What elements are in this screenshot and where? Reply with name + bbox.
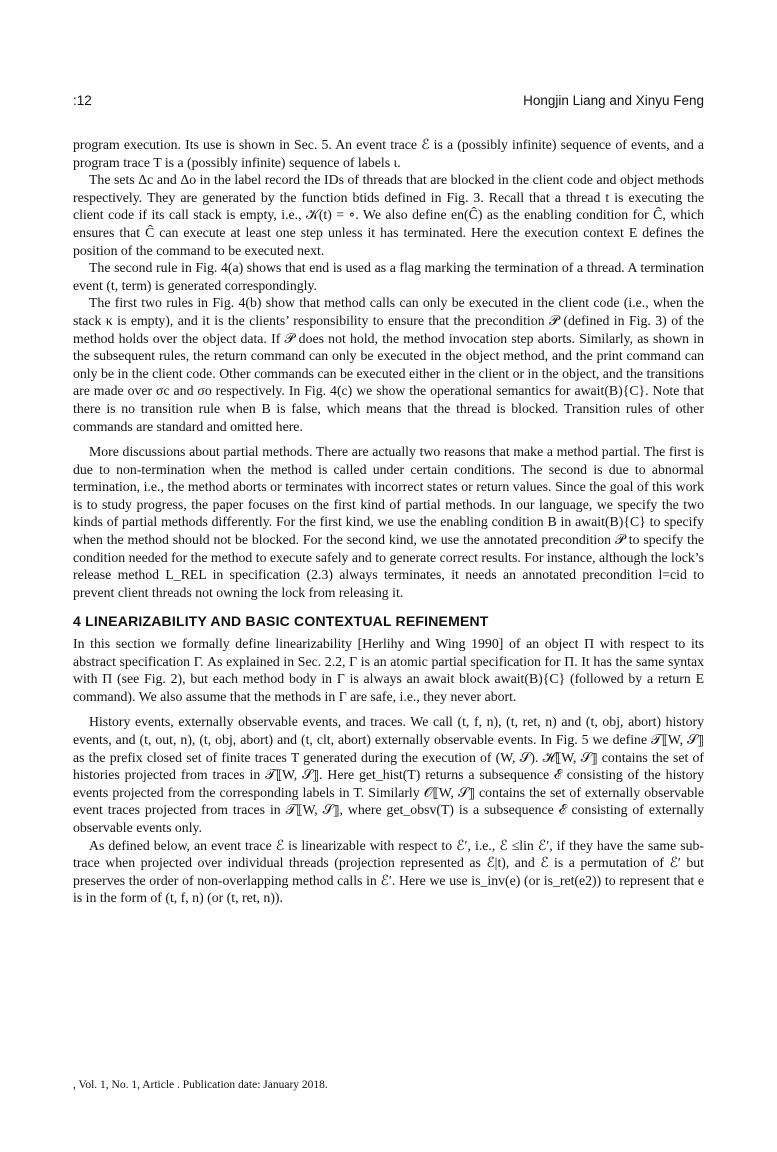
page-footer: , Vol. 1, No. 1, Article . Publication date: January 2018. — [73, 1079, 328, 1091]
paragraph-1: program execution. Its use is shown in Sec. 5. An event trace ℰ is a (possibly infinite) sequence of events, and a program trace T is a (possibly infinite) sequence of labels ι. — [73, 137, 704, 170]
paragraph-6: In this section we formally define linearizability [Herlihy and Wing 1990] of an object Π with respect to its abstract specification Γ. As explained in Sec. 2.2, Γ is an atomic partial specification for Π. It has the same syntax with Π (see Fig. 2), but each method body in Γ is always an await block await(B){C} (followed by a return E command). We also assume that the methods in Γ are safe, i.e., they never abort. — [73, 636, 704, 704]
paragraph-partial-methods: More discussions about partial methods. There are actually two reasons that make a method partial. The first is due to non-termination when the method is called under certain conditions. The second is due to abnormal termination, i.e., the method aborts or terminates with incorrect states or return values. Since the goal of this work is to study progress, the paper focuses on the first kind of partial methods. In our language, we specify the two kinds of partial methods differently. For the first kind, we use the enabling condition B in await(B){C} to specify when the method should not be blocked. For the second kind, we use the annotated precondition 𝒫 to specify the condition needed for the method to execute safely and to generate correct results. For instance, although the lock’s release method L_REL in specification (2.3) always terminates, it needs an annotated precondition l=cid to prevent client threads not owning the lock from releasing it. — [73, 444, 704, 600]
paragraph-4: The first two rules in Fig. 4(b) show that method calls can only be executed in the client code (i.e., when the stack κ is empty), and it is the clients’ responsibility to ensure that the precondition 𝒫 (defined in Fig. 3) of the method holds over the object data. If 𝒫 does not hold, the method invocation step aborts. Similarly, as shown in the subsequent rules, the return command can only be executed in the object method, and the print command can only be in the client code. Other commands can be executed either in the client or in the object, and the transitions are made over σc and σo respectively. In Fig. 4(c) we show the operational semantics for await(B){C}. Note that there is no transition rule when B is false, which means that the thread is blocked. Transition rules of other commands are standard and omitted here. — [73, 295, 704, 434]
paragraph-history-events: History events, externally observable events, and traces. We call (t, f, n), (t, ret, n) and (t, obj, abort) history events, and (t, out, n), (t, obj, abort) and (t, clt, abort) externally observable events. In Fig. 5 we define 𝒯⟦W, 𝒮⟧ as the prefix closed set of finite traces T generated during the execution of (W, 𝒮). ℋ⟦W, 𝒮⟧ contains the set of histories projected from traces in 𝒯⟦W, 𝒮⟧. Here get_hist(T) returns a subsequence ℰ consisting of the history events projected from the corresponding labels in T. Similarly 𝒪⟦W, 𝒮⟧ contains the set of externally observable event traces projected from traces in 𝒯⟦W, 𝒮⟧, where get_obsv(T) is a subsequence ℰ consisting of externally observable events only. — [73, 714, 704, 835]
running-header — [73, 93, 704, 108]
paragraph-3: The second rule in Fig. 4(a) shows that end is used as a flag marking the termination of a thread. A termination event (t, term) is generated correspondingly. — [73, 260, 704, 293]
page-number: :12 — [73, 93, 92, 108]
author-names: Hongjin Liang and Xinyu Feng — [523, 93, 704, 108]
body-text — [73, 136, 704, 907]
paragraph-8: As defined below, an event trace ℰ is linearizable with respect to ℰ′, i.e., ℰ ≤lin ℰ′, if they have the same sub-trace when projected over individual threads (projection represented as ℰ|t), and ℰ is a permutation of ℰ′ but preserves the order of non-overlapping method calls in ℰ′. Here we use is_inv(e) (or is_ret(e2)) to represent that e is in the form of (t, f, n) (or (t, ret, n)). — [73, 837, 704, 906]
paragraph-2: The sets Δc and Δo in the label record the IDs of threads that are blocked in the client code and object methods respectively. They are generated by the function btids defined in Fig. 3. Recall that a thread t is executing the client code if its call stack is empty, i.e., 𝒦(t) = ∘. We also define en(Ĉ) as the enabling condition for Ĉ, which ensures that Ĉ can execute at least one step unless it has terminated. Here the execution context E defines the position of the command to be executed next. — [73, 172, 704, 258]
section-heading: 4 LINEARIZABILITY AND BASIC CONTEXTUAL REFINEMENT — [73, 613, 489, 630]
